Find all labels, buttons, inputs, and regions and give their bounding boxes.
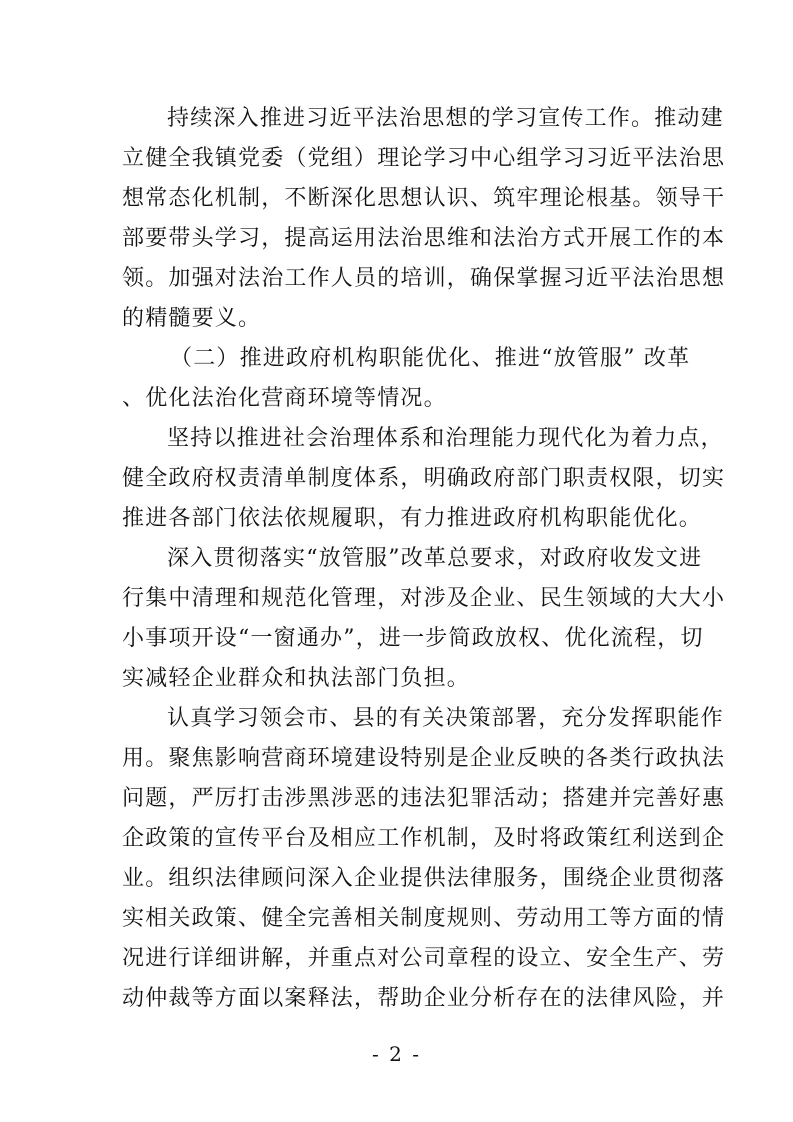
section-heading-line-2: 、优化法治化营商环境等情况。 — [122, 386, 447, 411]
paragraph-4-line-7: 况进行详细讲解，并重点对公司章程的设立、安全生产、劳 — [122, 946, 726, 971]
paragraph-2-line-1: 坚持以推进社会治理体系和治理能力现代化为着力点， — [167, 426, 724, 451]
paragraph-4-line-1: 认真学习领会市、县的有关决策部署，充分发挥职能作 — [167, 706, 724, 731]
paragraph-4-line-5: 业。组织法律顾问深入企业提供法律服务，围绕企业贯彻落 — [122, 866, 726, 891]
paragraph-1-line-4: 部要带头学习，提高运用法治思维和法治方式开展工作的本 — [122, 226, 726, 251]
paragraph-1-line-1: 持续深入推进习近平法治思想的学习宣传工作。推动建 — [167, 106, 724, 131]
paragraph-4-line-6: 实相关政策、健全完善相关制度规则、劳动用工等方面的情 — [122, 906, 726, 931]
paragraph-4-line-3: 问题，严厉打击涉黑涉恶的违法犯罪活动；搭建并完善好惠 — [122, 786, 726, 811]
paragraph-1-line-5: 领。加强对法治工作人员的培训，确保掌握习近平法治思想 — [122, 266, 726, 291]
paragraph-1-line-2: 立健全我镇党委（党组）理论学习中心组学习习近平法治思 — [122, 146, 726, 171]
paragraph-4-line-2: 用。聚焦影响营商环境建设特别是企业反映的各类行政执法 — [122, 746, 726, 771]
paragraph-4-line-8: 动仲裁等方面以案释法，帮助企业分析存在的法律风险，并 — [122, 986, 726, 1011]
paragraph-3-line-1: 深入贯彻落实“放管服”改革总要求，对政府收发文进 — [167, 546, 703, 571]
paragraph-1-line-3: 想常态化机制，不断深化思想认识、筑牢理论根基。领导干 — [122, 186, 726, 211]
paragraph-4-line-4: 企政策的宣传平台及相应工作机制，及时将政策红利送到企 — [122, 826, 726, 851]
paragraph-3-line-4: 实减轻企业群众和执法部门负担。 — [122, 666, 471, 691]
paragraph-3-line-2: 行集中清理和规范化管理，对涉及企业、民生领域的大大小 — [122, 586, 726, 611]
page-number: - 2 - — [372, 1042, 421, 1066]
paragraph-1-line-6: 的精髓要义。 — [122, 306, 262, 331]
section-heading-line-1: （二）推进政府机构职能优化、推进“放管服” 改革 — [170, 346, 691, 371]
paragraph-2-line-2: 健全政府权责清单制度体系，明确政府部门职责权限，切实 — [122, 466, 726, 491]
paragraph-2-line-3: 推进各部门依法依规履职，有力推进政府机构职能优化。 — [122, 506, 703, 531]
paragraph-3-line-3: 小事项开设“一窗通办”，进一步简政放权、优化流程，切 — [122, 626, 704, 651]
